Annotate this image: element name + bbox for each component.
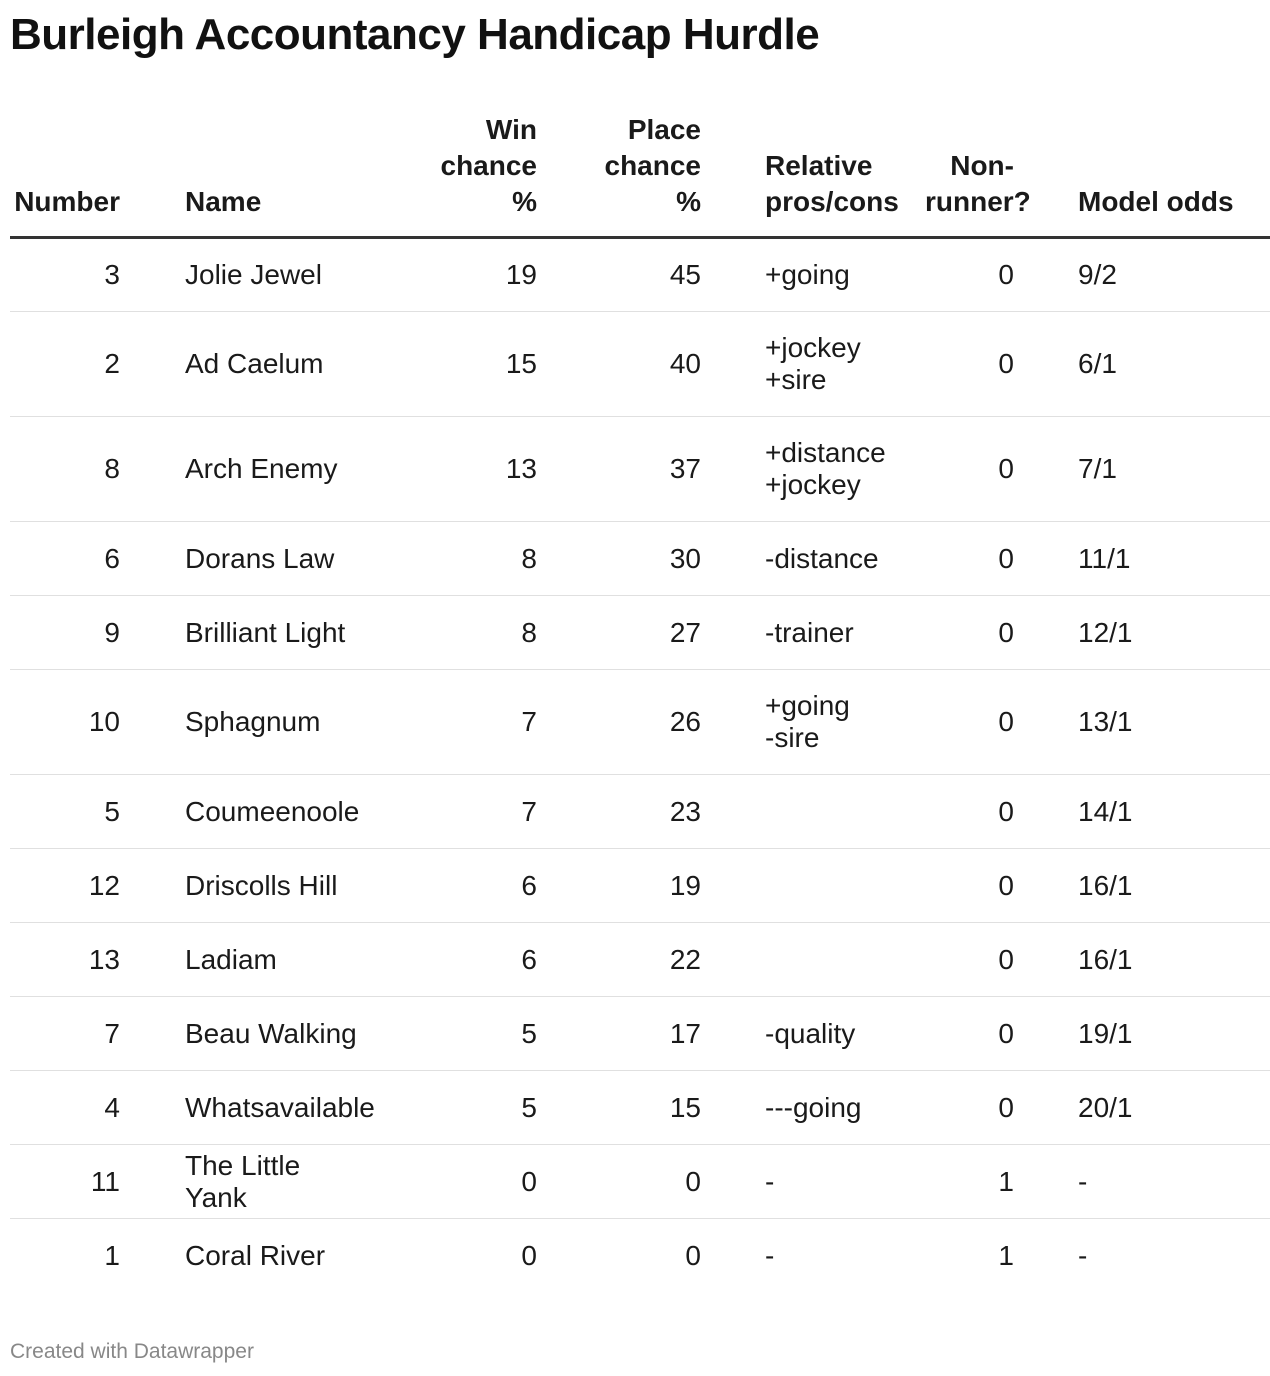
cell-name: Coumeenoole xyxy=(185,795,360,827)
cell-model-odds: 6/1 xyxy=(1078,348,1117,379)
cell-non-runner: 0 xyxy=(998,453,1014,484)
cell-number: 7 xyxy=(104,1017,120,1049)
cell-non-runner: 0 xyxy=(998,795,1014,827)
cell-win-chance: 5 xyxy=(521,1091,537,1123)
cell-name: Beau Walking xyxy=(185,1017,357,1049)
cell-non-runner: 0 xyxy=(998,1017,1014,1049)
table-row xyxy=(10,1145,1270,1219)
cell-number: 1 xyxy=(104,1239,120,1271)
cell-pros-cons xyxy=(701,312,905,417)
cell-non-runner: 0 xyxy=(998,259,1014,290)
cell-name: Sphagnum xyxy=(185,706,321,737)
cell-number: 2 xyxy=(104,348,120,379)
table-row xyxy=(10,238,1270,312)
pros-cons-item: - xyxy=(765,1239,775,1271)
cell-pros-cons xyxy=(701,1145,905,1219)
cell-non-runner: 1 xyxy=(998,1165,1014,1197)
table-row xyxy=(10,923,1270,997)
column-header-non-runner[interactable]: Non-runner? xyxy=(925,150,1031,217)
pros-cons-item: +jockey xyxy=(765,469,861,500)
cell-number: 5 xyxy=(104,795,120,827)
cell-number: 11 xyxy=(90,1165,120,1197)
table-row xyxy=(10,775,1270,849)
table-row xyxy=(10,522,1270,596)
cell-place-chance: 26 xyxy=(669,706,701,737)
cell-pros-cons xyxy=(701,923,905,997)
table-row xyxy=(10,849,1270,923)
cell-win-chance: 8 xyxy=(521,616,537,648)
cell-number: 9 xyxy=(104,616,120,648)
cell-name: Driscolls Hill xyxy=(185,869,338,901)
pros-cons-item: +jockey xyxy=(765,332,861,363)
cell-win-chance: 5 xyxy=(521,1017,537,1049)
cell-win-chance: 6 xyxy=(521,943,537,975)
cell-model-odds: 16/1 xyxy=(1078,869,1133,901)
cell-pros-cons xyxy=(701,417,905,522)
cell-pros-cons xyxy=(701,849,905,923)
cell-place-chance: 0 xyxy=(685,1239,701,1271)
cell-name: Whatsavailable xyxy=(185,1091,375,1123)
table-row xyxy=(10,312,1270,417)
data-table-container xyxy=(10,112,1234,1293)
cell-number: 3 xyxy=(104,259,120,290)
pros-cons-item: +distance xyxy=(765,437,886,468)
cell-place-chance: 22 xyxy=(669,943,701,975)
cell-non-runner: 0 xyxy=(998,869,1014,901)
column-header-place-chance[interactable]: Place chance % xyxy=(604,114,701,217)
datawrapper-credit: Created with Datawrapper xyxy=(10,1340,254,1363)
pros-cons-item: - xyxy=(765,1165,775,1197)
column-header-pros-cons[interactable]: Relative pros/cons xyxy=(765,150,899,217)
header-row xyxy=(10,112,1270,238)
cell-number: 8 xyxy=(104,453,120,484)
cell-name: Brilliant Light xyxy=(185,616,346,648)
cell-model-odds: - xyxy=(1078,1165,1088,1197)
table-body xyxy=(10,238,1270,1293)
cell-model-odds: 11/1 xyxy=(1078,542,1131,574)
cell-place-chance: 45 xyxy=(669,259,701,290)
cell-non-runner: 1 xyxy=(998,1239,1014,1271)
pros-cons-item: -quality xyxy=(765,1017,856,1049)
cell-model-odds: 7/1 xyxy=(1078,453,1117,484)
cell-number: 4 xyxy=(104,1091,120,1123)
cell-model-odds: 16/1 xyxy=(1078,943,1133,975)
cell-name: The Little Yank xyxy=(185,1149,301,1213)
pros-cons-item: -trainer xyxy=(765,616,854,648)
pros-cons-item: -distance xyxy=(765,542,879,574)
cell-number: 10 xyxy=(88,706,120,737)
cell-non-runner: 0 xyxy=(998,348,1014,379)
cell-name: Ladiam xyxy=(185,943,277,975)
pros-cons-item: ---going xyxy=(765,1091,862,1123)
cell-model-odds: 20/1 xyxy=(1078,1091,1133,1123)
cell-pros-cons xyxy=(701,238,905,312)
column-header-number[interactable]: Number xyxy=(14,186,120,217)
cell-place-chance: 17 xyxy=(669,1017,701,1049)
table-row xyxy=(10,997,1270,1071)
cell-name: Coral River xyxy=(185,1239,326,1271)
table-row xyxy=(10,596,1270,670)
cell-win-chance: 13 xyxy=(505,453,537,484)
pros-cons-item: +going xyxy=(765,690,850,721)
column-header-model-odds[interactable]: Model odds xyxy=(1078,186,1234,217)
cell-model-odds: 13/1 xyxy=(1078,706,1133,737)
cell-pros-cons xyxy=(701,1219,905,1293)
cell-number: 6 xyxy=(104,542,120,574)
cell-non-runner: 0 xyxy=(998,616,1014,648)
cell-pros-cons xyxy=(701,1071,905,1145)
cell-place-chance: 37 xyxy=(669,453,701,484)
cell-win-chance: 7 xyxy=(521,795,537,827)
cell-name: Jolie Jewel xyxy=(185,259,322,290)
cell-pros-cons xyxy=(701,596,905,670)
cell-non-runner: 0 xyxy=(998,1091,1014,1123)
cell-non-runner: 0 xyxy=(998,542,1014,574)
cell-non-runner: 0 xyxy=(998,706,1014,737)
table-row xyxy=(10,1219,1270,1293)
cell-place-chance: 23 xyxy=(669,795,701,827)
cell-pros-cons xyxy=(701,670,905,775)
cell-place-chance: 40 xyxy=(669,348,701,379)
pros-cons-item: +sire xyxy=(765,364,827,395)
cell-win-chance: 7 xyxy=(521,706,537,737)
table-row xyxy=(10,670,1270,775)
cell-win-chance: 15 xyxy=(505,348,537,379)
pros-cons-item: +going xyxy=(765,259,850,290)
cell-place-chance: 19 xyxy=(669,869,701,901)
cell-model-odds: 12/1 xyxy=(1078,616,1133,648)
cell-win-chance: 19 xyxy=(505,259,537,290)
cell-win-chance: 6 xyxy=(521,869,537,901)
table-title: Burleigh Accountancy Handicap Hurdle xyxy=(10,10,820,59)
cell-place-chance: 15 xyxy=(669,1091,701,1123)
cell-name: Dorans Law xyxy=(185,542,335,574)
cell-win-chance: 8 xyxy=(521,542,537,574)
table-row xyxy=(10,417,1270,522)
cell-number: 13 xyxy=(88,943,120,975)
cell-place-chance: 30 xyxy=(669,542,701,574)
table-row xyxy=(10,1071,1270,1145)
cell-pros-cons xyxy=(701,775,905,849)
cell-win-chance: 0 xyxy=(521,1165,537,1197)
cell-model-odds: 9/2 xyxy=(1078,259,1117,290)
column-header-name[interactable]: Name xyxy=(185,186,262,217)
cell-non-runner: 0 xyxy=(998,943,1014,975)
cell-model-odds: - xyxy=(1078,1239,1088,1271)
cell-place-chance: 27 xyxy=(669,616,701,648)
cell-number: 12 xyxy=(88,869,120,901)
pros-cons-item: -sire xyxy=(765,722,820,753)
column-header-win-chance[interactable]: Win chance % xyxy=(440,114,537,217)
cell-name: Ad Caelum xyxy=(185,348,324,379)
cell-pros-cons xyxy=(701,997,905,1071)
cell-model-odds: 14/1 xyxy=(1078,795,1133,827)
cell-model-odds: 19/1 xyxy=(1078,1017,1133,1049)
cell-place-chance: 0 xyxy=(685,1165,701,1197)
cell-pros-cons xyxy=(701,522,905,596)
cell-name: Arch Enemy xyxy=(185,453,338,484)
data-table xyxy=(10,112,1270,1293)
cell-win-chance: 0 xyxy=(521,1239,537,1271)
